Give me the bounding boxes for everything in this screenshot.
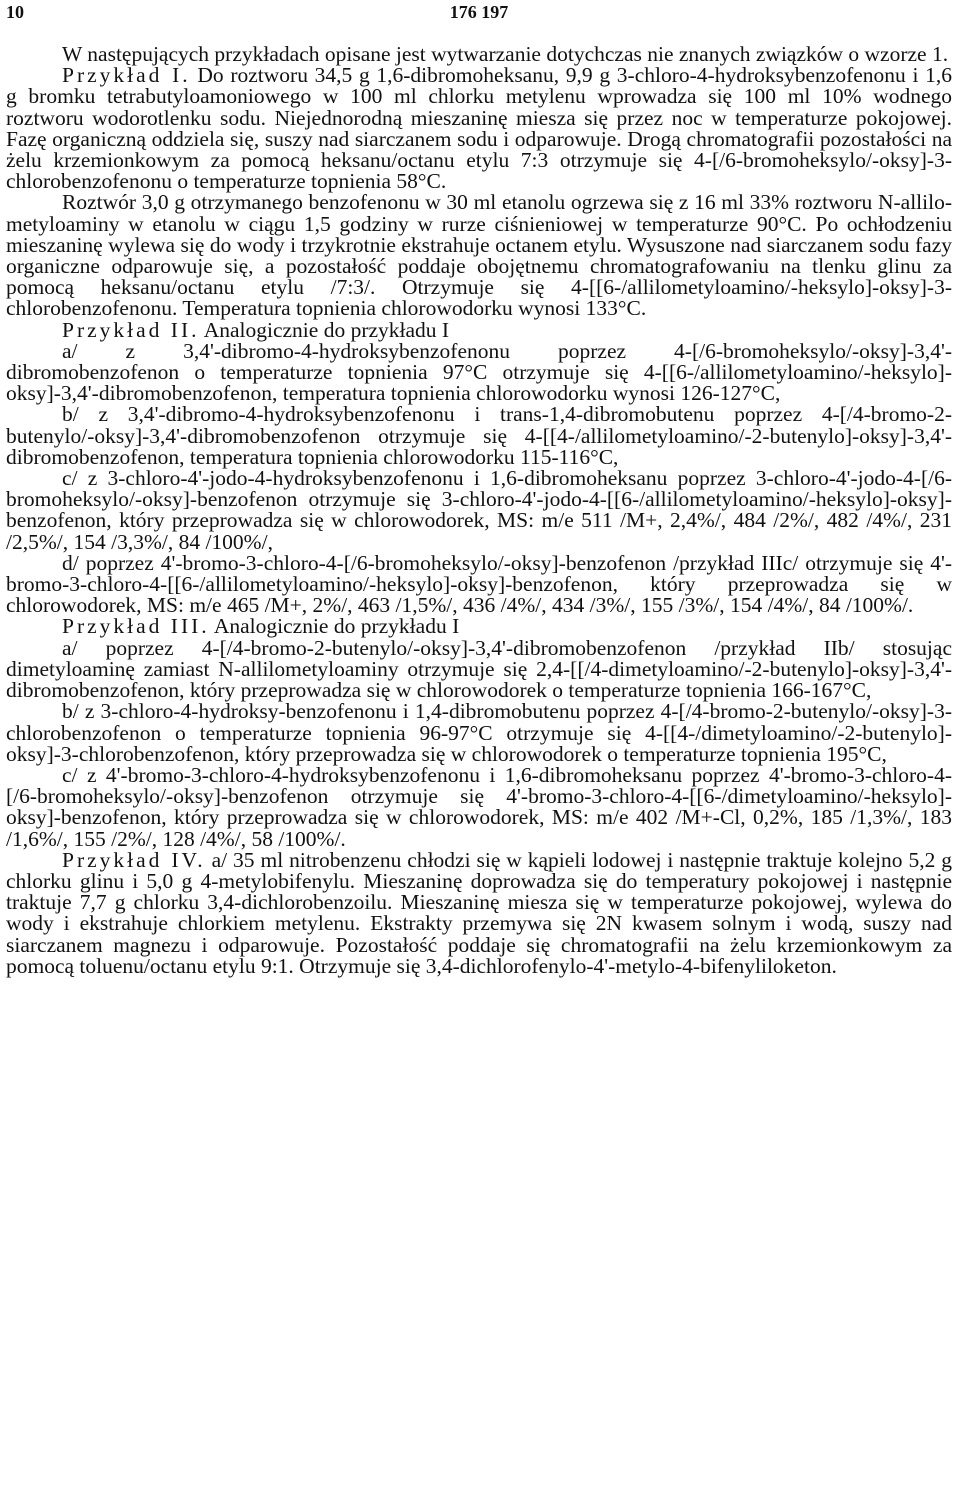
paragraph-text: b/ z 3,4'-dibromo-4-hydroksybenzofenonu i trans-1,4-dibromobutenu poprzez 4-[/4-bromo-2-butenylo/-oksy]-3,4'-dibromobenzofenon otrzymuje się 4-[[4-/allilometyloamino/-2-butenylo]-oksy]-3,4'-dibromobenzofenon, temperatura topnienia chlorowodorku 115-116°C, [6,402,952,469]
paragraph-text: W następujących przykładach opisane jest wytwarzanie dotychczas nie znanych związków o wzorze 1. [62,42,949,66]
paragraph-example-3a [6,635,952,703]
paragraph-intro [6,44,952,65]
paragraph-text: b/ z 3-chloro-4-hydroksy-benzofenonu i 1,4-dibromobutenu poprzez 4-[/4-bromo-2-butenylo/-oksy]-3-chlorobenzofenon o temperaturze topnienia 96-97°C otrzymuje się 4-[[4-/dimetyloamino/-2-butenylo]-oksy]-3-chlorobenzofenon, który przeprowadza się w chlorowodorek o temperaturze topnienia 195°C, [6,699,952,766]
paragraph-example-3 [6,616,952,637]
paragraph-text: a/ z 3,4'-dibromo-4-hydroksybenzofenonu poprzez 4-[/6-bromoheksylo/-oksy]-3,4'-dibromobenzofenon o temperaturze topnienia 97°C otrzymuje się 4-[[6-/allilometyloamino/-heksylo]-oksy]-3,4'-dibromobenzofenon, temperatura topnienia chlorowodorku wynosi 126-127°C, [6,338,952,406]
example-heading: Przykład I. [62,63,191,88]
paragraph-example-3c [6,762,952,851]
body-text [6,44,952,977]
paragraph-example-1-continued [6,192,952,319]
example-heading: Przykład IV. [62,847,206,872]
page-header [6,2,952,28]
patent-number: 176 197 [449,2,509,22]
paragraph-example-2b [6,404,952,468]
paragraph-text: a/ 35 ml nitrobenzenu chłodzi się w kąpieli lodowej i następnie traktuje kolejno 5,2 g chlorku glinu i 5,0 g 4-metylobifenylu. Mieszaninę doprowadza się do temperatury pokojowej i następnie traktuje 7,7 g chlorku 3,4-dichlorobenzoilu. Mieszaninę miesza się w temperaturze pokojowej, wylewa do wody i ekstrahuje chlorkiem metylenu. Ekstrakty przemywa się 2N kwasem solnym i wodą, suszy nad siarczanem magnezu i odparowuje. Pozostałość poddaje się chromatografii na żelu krzemionkowym za pomocą toluenu/octanu etylu 9:1. Otrzymuje się 3,4-dichlorofenylo-4'-metylo-4-bifenyliloketon. [6,847,953,978]
paragraph-text: Roztwór 3,0 g otrzymanego benzofenonu w 30 ml etanolu ogrzewa się z 16 ml 33% roztworu N-allilo-metyloaminy w etanolu w ciągu 1,5 godziny w rurze ciśnieniowej w temperaturze 90°C. Po ochłodzeniu mieszaninę wylewa się do wody i trzykrotnie ekstrahuje octanem etylu. Wysuszone nad siarczanem sodu fazy organiczne odparowuje się, a pozostałość poddaje obojętnemu chromatografowaniu na tlenku glinu za pomocą heksanu/octanu etylu /7:3/. Otrzymuje się 4-[[6-/allilometyloamino/-heksylo]-oksy]-3-chlorobenzofenonu. Temperatura topnienia chlorowodorku wynosi 133°C. [6,190,952,321]
example-heading: Przykład III. [62,614,210,639]
paragraph-example-4 [6,847,953,978]
page-number: 10 [6,2,24,22]
paragraph-text: Do roztworu 34,5 g 1,6-dibromoheksanu, 9,9 g 3-chloro-4-hydroksybenzofenonu i 1,6 g bromku tetrabutyloamoniowego w 100 ml chlorku metylenu wprowadza się 100 ml 10% wodnego roztworu wodorotlenku sodu. Niejednorodną mieszaninę miesza się przez noc w temperaturze pokojowej. Fazę organiczną oddziela się, suszy nad siarczanem sodu i odparowuje. Drogą chromatografii pozostałości na żelu krzemionkowym za pomocą heksanu/octanu etylu 7:3 otrzymuje się 4-[/6-bromoheksylo/-oksy]-3-chlorobenzofenonu o temperaturze topnienia 58°C. [6,63,952,194]
paragraph-text: d/ poprzez 4'-bromo-3-chloro-4-[/6-bromoheksylo/-oksy]-benzofenon /przykład IIIc/ otrzymuje się 4'-bromo-3-chloro-4-[[6-/allilometyloamino/-heksylo]-oksy]-benzofenon, który przeprowadza się w chlorowodorek, MS: m/e 465 /M+, 2%/, 463 /1,5%/, 436 /4%/, 434 /3%/, 155 /3%/, 154 /4%/, 84 /100%/. [6,550,952,618]
paragraph-example-3b [6,701,952,765]
example-heading: Przykład II. [62,317,200,342]
paragraph-text: a/ poprzez 4-[/4-bromo-2-butenylo/-oksy]-3,4'-dibromobenzofenon /przykład IIb/ stosując dimetyloaminę zamiast N-allilometyloaminy otrzymuje się 2,4-[[/4-dimetyloamino/-2-butenylo]-oksy]-3,4'-dibromobenzofenon, który przeprowadza się w chlorowodorek o temperaturze topnienia 166-167°C, [6,635,952,703]
paragraph-example-1 [6,65,952,192]
paragraph-example-2d [6,550,952,618]
paragraph-text: Analogicznie do przykładu I [213,614,460,639]
paragraph-example-2a [6,338,952,406]
paragraph-text: c/ z 4'-bromo-3-chloro-4-hydroksybenzofenonu i 1,6-dibromoheksanu poprzez 4'-bromo-3-chloro-4-[/6-bromoheksylo/-oksy]-benzofenon otrzymuje się 4'-bromo-3-chloro-4-[[6-/dimetyloamino/-heksylo]-oksy]-benzofenon, który przeprowadza się w chlorowodorek, MS: m/e 402 /M+-Cl, 0,2%, 185 /1,3%/, 183 /1,6%/, 155 /2%/, 128 /4%/, 58 /100%/. [6,762,952,851]
paragraph-text: c/ z 3-chloro-4'-jodo-4-hydroksybenzofenonu i 1,6-dibromoheksanu poprzez 3-chloro-4'-jodo-4-[/6-bromoheksylo/-oksy]-benzofenon otrzymuje się 3-chloro-4'-jodo-4-[[6-/allilometyloamino/-heksylo]-oksy]-benzofenon, który przeprowadza się w chlorowodorek, MS: m/e 511 /M+, 2,4%/, 484 /2%/, 482 /4%/, 231 /2,5%/, 154 /3,3%/, 84 /100%/, [6,466,952,554]
paragraph-example-2c [6,468,952,553]
paragraph-text: Analogicznie do przykładu I [203,317,450,342]
paragraph-example-2 [6,317,952,342]
